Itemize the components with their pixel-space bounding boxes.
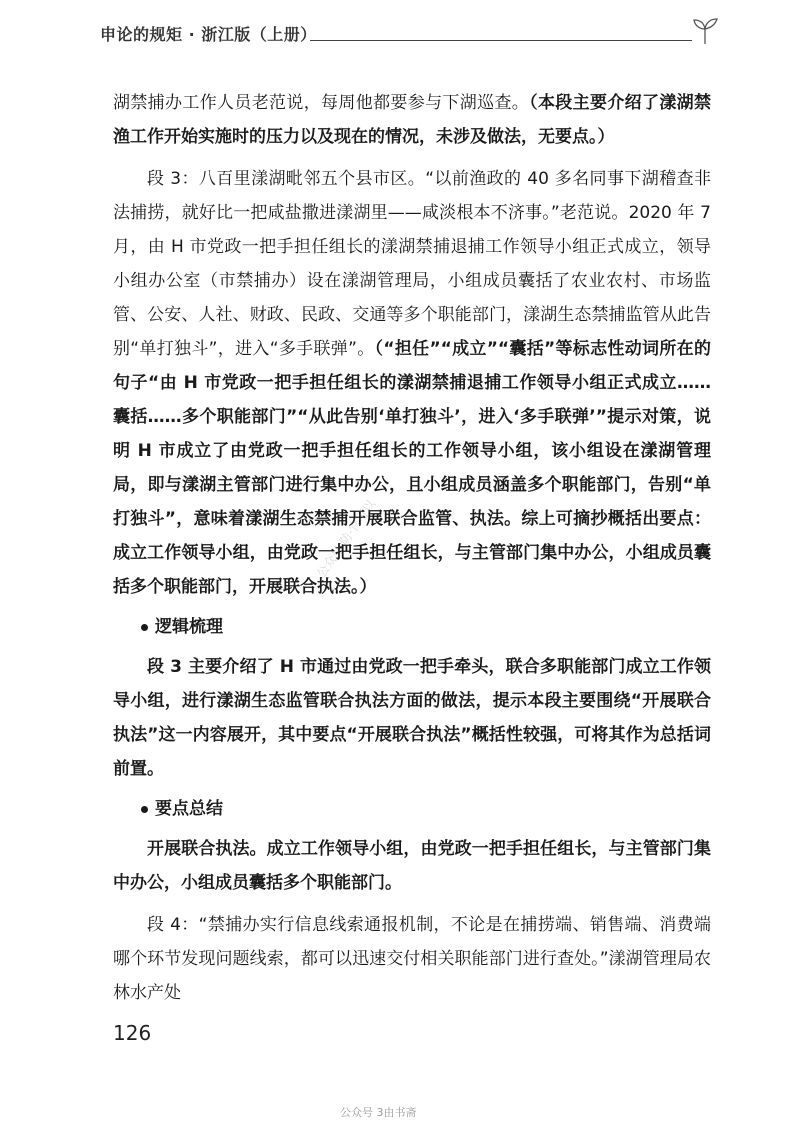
paragraph-4: 段 4：“禁捕办实行信息线索通报机制，不论是在捕捞端、销售端、消费端哪个环节发现问题线索，都可以迅速交付相关职能部门进行查处。”漾湖管理局农林水产处 bbox=[113, 915, 711, 1003]
body-text bbox=[113, 86, 711, 1010]
paragraph-analysis: （“担任”“成立”“囊括”等标志性动词所在的句子“由 H 市党政一把手担任组长的漾湖禁捕退捕工作领导小组正式成立……囊括……多个职能部门”“从此告别‘单打独斗’，进入‘多手联弹’”提示对策，说明 H 市成立了由党政一把手担任组长的工作领导小组，该小组设在漾湖管理局，即与漾湖主管部门进行集中办公，且小组成员涵盖多个职能部门，告别“单打独斗”，意味着漾湖生态禁捕开展联合监管、执法。综上可摘抄概括出要点：成立工作领导小组，由党政一把手担任组长，与主管部门集中办公，小组成员囊括多个职能部门，开展联合执法。） bbox=[113, 339, 711, 597]
section-label: 要点总结 bbox=[155, 799, 223, 819]
header-rule bbox=[310, 40, 692, 41]
section-heading-summary bbox=[113, 792, 711, 826]
paragraph-text: 湖禁捕办工作人员老范说，每周他都要参与下湖巡查。 bbox=[113, 93, 530, 113]
summary-text: 开展联合执法。成立工作领导小组，由党政一把手担任组长，与主管部门集中办公，小组成员囊括多个职能部门。 bbox=[113, 839, 711, 893]
paragraph-3 bbox=[113, 162, 711, 604]
running-header bbox=[100, 18, 720, 48]
section-label: 逻辑梳理 bbox=[155, 617, 223, 637]
logic-text: 段 3 主要介绍了 H 市通过由党政一把手牵头，联合多职能部门成立工作领导小组，进行漾湖生态监管联合执法方面的做法，提示本段主要围绕“开展联合执法”这一内容展开，其中要点“开展联合执法”概括性较强，可将其作为总括词前置。 bbox=[113, 657, 711, 779]
footer-mark: 公众号 3由书斋 bbox=[340, 1106, 417, 1119]
book-title: 申论的规矩 · 浙江版（上册） bbox=[100, 25, 317, 44]
paragraph-analysis: （本段主要介绍了漾湖禁渔工作开始实施时的压力以及现在的情况，未涉及做法，无要点。） bbox=[113, 93, 712, 147]
bullet-icon bbox=[141, 806, 148, 813]
paragraph-text: 段 3：八百里漾湖毗邻五个县市区。“以前渔政的 40 多名同事下湖稽查非法捕捞，就好比一把咸盐撒进漾湖里——咸淡根本不济事。”老范说。2020 年 7 月，由 H 市党政一把手担任组长的漾湖禁捕退捕工作领导小组正式成立，领导小组办公室（市禁捕办）设在漾湖管理局，小组成员囊括了农业农村、市场监管、公安、人社、财政、民政、交通等多个职能部门，漾湖生态禁捕监管从此告别“单打独斗”，进入“多手联弹”。 bbox=[113, 169, 711, 359]
paragraph-continued bbox=[113, 86, 711, 154]
watermark: 公众号 防·官可以 bbox=[314, 497, 379, 581]
page-number: 126 bbox=[113, 1021, 152, 1045]
sprout-icon bbox=[690, 16, 720, 46]
section-heading-logic bbox=[113, 610, 711, 644]
bullet-icon bbox=[141, 624, 148, 631]
